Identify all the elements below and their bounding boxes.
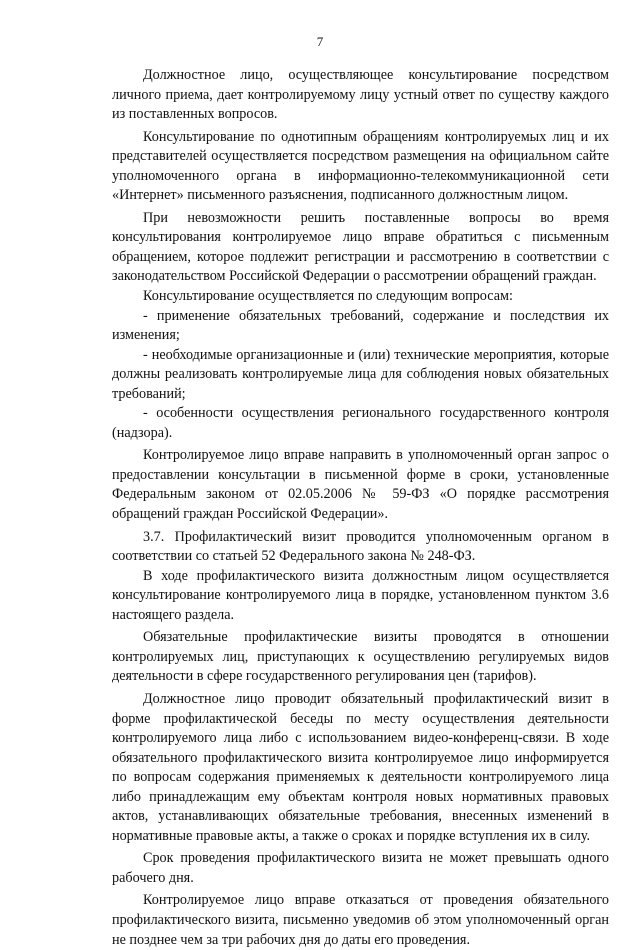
paragraph-written-request bbox=[112, 446, 609, 524]
page-number: 7 bbox=[316, 34, 324, 49]
paragraph-text: 3.7. Профилактический визит проводится уполномоченным органом в соответствии со статьей 52 Федерального закона № 248-ФЗ. bbox=[112, 528, 609, 565]
paragraph-consultation-topics bbox=[112, 287, 609, 307]
paragraph-text: Консультирование осуществляется по следующим вопросам: bbox=[143, 288, 513, 305]
paragraph-text: Консультирование по однотипным обращениям контролируемых лиц и их представителей осуществляется посредством размещения на официальном сайте уполномоченного органа в информационно-телекоммуникационной сети «Интернет» письменного разъяснения, подписанного должностным лицом. bbox=[112, 128, 609, 204]
paragraph-visit-procedure bbox=[112, 690, 609, 846]
paragraph-visit-refusal bbox=[112, 891, 609, 950]
paragraph-text: Контролируемое лицо вправе направить в уполномоченный орган запрос о предоставлении консультации в письменной форме в сроки, установленные Федеральным законом от 02.05.2006 № 59-ФЗ «О порядке рассмотрения обращений граждан Российской Федерации». bbox=[112, 447, 609, 523]
paragraph-text: Обязательные профилактические визиты проводятся в отношении контролируемых лиц, приступающих к осуществлению регулируемых видов деятельности в сфере государственного регулирования цен (тарифов). bbox=[112, 629, 609, 685]
paragraph-text: Срок проведения профилактического визита не может превышать одного рабочего дня. bbox=[112, 850, 609, 886]
paragraph-similar-requests bbox=[112, 128, 609, 206]
paragraph-written-appeal bbox=[112, 209, 609, 287]
paragraph-text: - применение обязательных требований, содержание и последствия их изменения; bbox=[112, 307, 609, 344]
paragraph-visit-consultation bbox=[112, 567, 609, 626]
paragraph-visit-duration bbox=[112, 849, 609, 888]
paragraph-text: Должностное лицо проводит обязательный профилактический визит в форме профилактической беседы по месту осуществления деятельности контролируемого лица либо с использованием видео-конференц-связи. В ходе обязательного профилактического визита контролируемое лицо информируется по вопросам содержания применяемых к деятельности контролируемого лица либо принадлежащим ему объектам контроля новых нормативных правовых актов, устанавливающих обязательные требования, внесенных изменений в нормативные правовые акты, а также о сроках и порядке вступления их в силу. bbox=[112, 690, 609, 844]
paragraph-text: Контролируемое лицо вправе отказаться от проведения обязательного профилактического визита, письменно уведомив об этом уполномоченный орган не позднее чем за три рабочих дня до даты его проведения. bbox=[112, 892, 609, 948]
paragraph-text: Должностное лицо, осуществляющее консультирование посредством личного приема, дает контролируемому лицу устный ответ по существу каждого из поставленных вопросов. bbox=[112, 67, 609, 123]
list-item-measures bbox=[112, 346, 609, 405]
list-item-control-features bbox=[112, 404, 609, 443]
list-item-requirements bbox=[112, 307, 609, 346]
paragraph-text: При невозможности решить поставленные вопросы во время консультирования контролируемое лицо вправе обратиться с письменным обращением, которое подлежит регистрации и рассмотрению в соответствии с законодательством Российской Федерации о рассмотрении обращений граждан. bbox=[112, 209, 609, 285]
paragraph-text: - необходимые организационные и (или) технические мероприятия, которые должны реализовать контролируемые лица для соблюдения новых обязательных требований; bbox=[112, 346, 609, 402]
document-body bbox=[112, 66, 609, 950]
paragraph-text: - особенности осуществления регионального государственного контроля (надзора). bbox=[112, 405, 609, 441]
paragraph-personal-consultation bbox=[112, 66, 609, 125]
paragraph-3-7-visit bbox=[112, 528, 609, 567]
paragraph-text: В ходе профилактического визита должностным лицом осуществляется консультирование контролируемого лица в порядке, установленном пунктом 3.6 настоящего раздела. bbox=[112, 567, 609, 623]
paragraph-mandatory-visits bbox=[112, 628, 609, 687]
